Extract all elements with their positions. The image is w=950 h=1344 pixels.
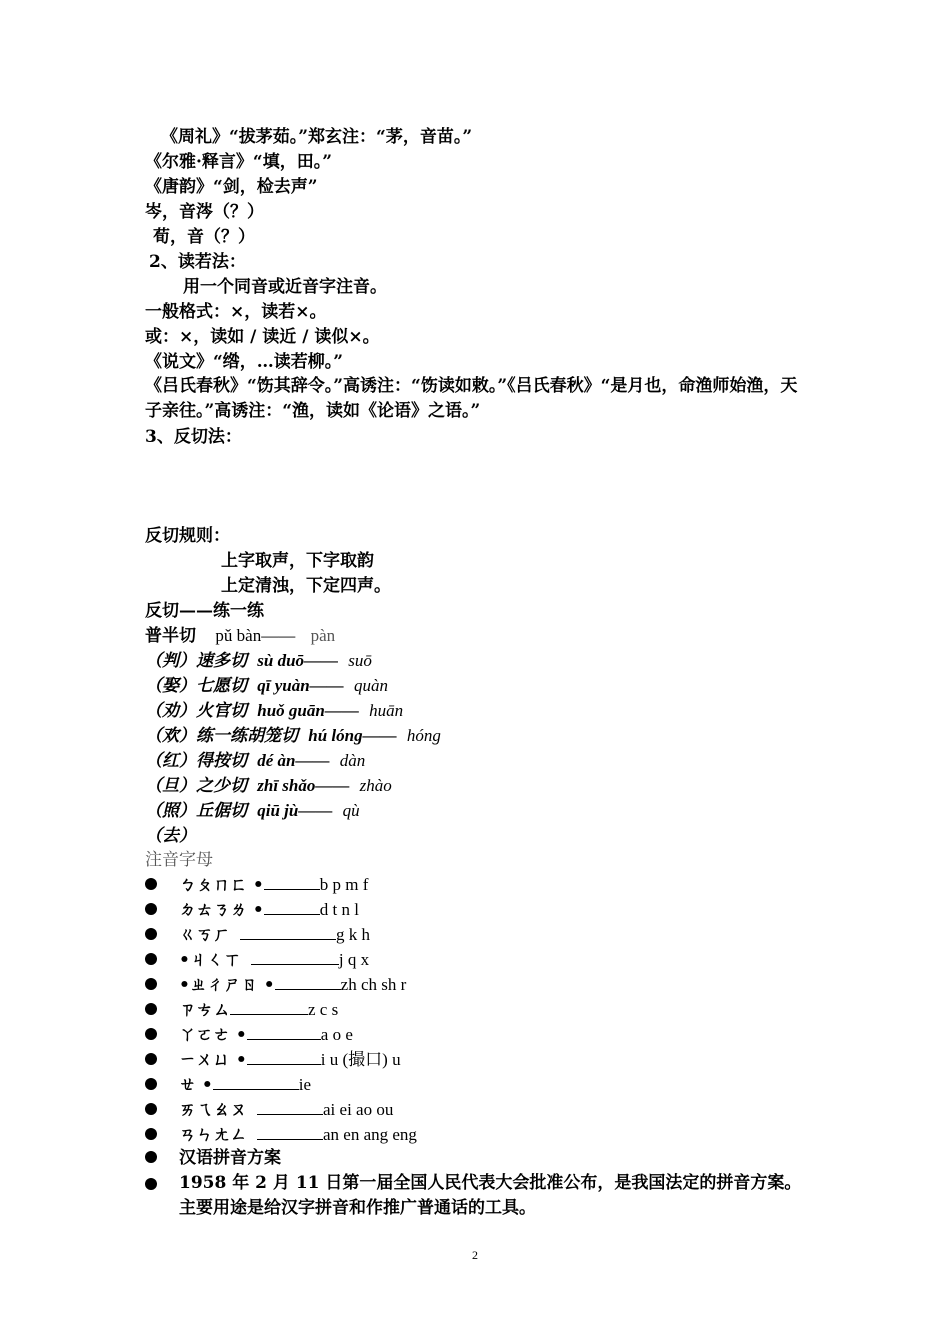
fanqie-row-answer: suō <box>348 651 372 670</box>
zhuyin-letters: ie <box>298 1075 312 1094</box>
fanqie-row-answer: qù <box>342 801 360 820</box>
fill-blank <box>247 1048 321 1065</box>
fanqie-row-answer: dàn <box>339 751 366 770</box>
zhuyin-item <box>145 972 406 997</box>
fanqie-row-answer: hóng <box>406 726 441 745</box>
fanqie-row-left: （劝）火官切 <box>145 701 247 720</box>
fanqie-example <box>145 624 335 648</box>
hanyu-desc-item <box>145 1171 810 1221</box>
fanqie-row-answer: quàn <box>353 676 388 695</box>
bullet-icon <box>145 1151 157 1163</box>
bullet-icon <box>145 903 157 915</box>
bullet-icon <box>145 978 157 990</box>
text-line: 一般格式：×，读若×。 <box>145 302 327 322</box>
text-line: 《说文》“绺，…读若柳。” <box>145 352 344 372</box>
zhuyin-letters: g k h <box>336 925 370 944</box>
text-line: 《周礼》“拔茅茹。”郑玄注：“茅，音苗。” <box>161 127 473 147</box>
fanqie-example-answer: pàn <box>310 626 336 645</box>
fanqie-row-left: （旦）之少切 <box>145 776 247 795</box>
zhuyin-letters: a o e <box>320 1025 353 1044</box>
fanqie-row-left: （红）得按切 <box>145 751 247 770</box>
bullet-icon <box>145 878 157 890</box>
zhuyin-symbols: •ㄐㄑㄒ <box>179 950 241 970</box>
text-line: 反切——练一练 <box>145 601 264 621</box>
hanyu-desc: 1958 年 2 月 11 日第一届全国人民代表大会批准公布，是我国法定的拼音方案。主要用途是给汉字拼音和作推广普通话的工具。 <box>179 1173 802 1218</box>
zhuyin-item <box>145 997 338 1022</box>
zhuyin-item <box>145 1097 393 1122</box>
text-line: 岑，音涔（？） <box>145 202 264 222</box>
fill-blank <box>257 1098 323 1115</box>
fanqie-row <box>145 674 388 698</box>
zhuyin-item <box>145 1122 417 1147</box>
text-line: 反切规则： <box>145 526 230 546</box>
zhuyin-symbols: ㄉㄊㄋㄌ • <box>179 900 264 920</box>
text-line: 荀，音（？） <box>153 227 255 247</box>
fanqie-row-pinyin: sù duō—— <box>257 651 339 670</box>
fanqie-row-left: （判）速多切 <box>145 651 247 670</box>
fill-blank <box>257 1123 323 1140</box>
zhuyin-symbols: ㄗㄘㄙ <box>179 1000 230 1020</box>
zhuyin-letters: z c s <box>308 1000 339 1019</box>
fanqie-row-left: （照）丘倨切 <box>145 801 247 820</box>
fill-blank <box>264 898 320 915</box>
zhuyin-letters: an en ang eng <box>323 1125 417 1144</box>
bullet-icon <box>145 1053 157 1065</box>
fill-blank <box>275 973 341 990</box>
text-line: 用一个同音或近音字注音。 <box>183 277 387 297</box>
bullet-icon <box>145 1003 157 1015</box>
section-heading: 2、读若法： <box>149 252 246 272</box>
zhuyin-letters: ai ei ao ou <box>323 1100 394 1119</box>
zhuyin-symbols: ㄢㄣㄤㄥ <box>179 1125 247 1145</box>
zhuyin-symbols: ㄝ • <box>179 1075 213 1095</box>
fanqie-row-pinyin: zhī shǎo—— <box>257 776 350 795</box>
fill-blank <box>240 923 336 940</box>
fanqie-row-answer: huān <box>369 701 404 720</box>
zhuyin-symbols: ㄅㄆㄇㄈ • <box>179 875 264 895</box>
zhuyin-item <box>145 1022 353 1047</box>
text-line: 或：×，读如 / 读近 / 读似×。 <box>145 327 380 347</box>
fanqie-row-left: （娶）七愿切 <box>145 676 247 695</box>
zhuyin-item <box>145 897 359 922</box>
bullet-icon <box>145 953 157 965</box>
text-line: 上字取声，下字取韵 <box>221 551 374 571</box>
fanqie-example-pinyin: pǔ bàn—— <box>215 626 296 645</box>
zhuyin-letters: b p m f <box>319 875 369 894</box>
page-number: 2 <box>472 1248 478 1262</box>
fill-blank <box>247 1023 321 1040</box>
fanqie-row-pinyin: huǒ guān—— <box>257 701 359 720</box>
bullet-icon <box>145 928 157 940</box>
zhuyin-letters: j q x <box>338 950 370 969</box>
fanqie-row-left: （欢）练一练胡笼切 <box>145 726 298 745</box>
bullet-icon <box>145 1078 157 1090</box>
section-heading: 3、反切法： <box>145 427 242 447</box>
hanyu-title-item <box>145 1146 281 1171</box>
zhuyin-symbols: ㄧㄨㄩ • <box>179 1050 247 1070</box>
fill-blank <box>251 948 339 965</box>
hanyu-title: 汉语拼音方案 <box>179 1148 281 1168</box>
zhuyin-item <box>145 872 368 897</box>
zhuyin-item <box>145 1072 311 1097</box>
bullet-icon <box>145 1028 157 1040</box>
zhuyin-item <box>145 922 370 947</box>
fanqie-row <box>145 724 441 748</box>
zhuyin-item <box>145 1047 401 1072</box>
fanqie-example-head: 普半切 <box>145 626 196 646</box>
fanqie-row-pinyin: hú lóng—— <box>308 726 397 745</box>
zhuyin-symbols: ㄚㄛㄜ • <box>179 1025 247 1045</box>
zhuyin-letters: i u (撮口) u <box>320 1050 401 1069</box>
zhuyin-letters: zh ch sh r <box>340 975 407 994</box>
fanqie-row-pinyin: qiū jù—— <box>257 801 333 820</box>
fanqie-row-answer: zhào <box>359 776 392 795</box>
fill-blank <box>264 873 320 890</box>
zhuyin-symbols: ㄍㄎㄏ <box>179 925 230 945</box>
zhuyin-symbols: •ㄓㄔㄕㄖ • <box>179 975 275 995</box>
fanqie-row <box>145 649 372 673</box>
fanqie-row <box>145 699 403 723</box>
text-line: 上定清浊，下定四声。 <box>221 576 391 596</box>
zhuyin-letters: d t n l <box>319 900 359 919</box>
zhuyin-item <box>145 947 369 972</box>
fanqie-row-left: （去） <box>145 826 196 845</box>
zhuyin-symbols: ㄞㄟㄠㄡ <box>179 1100 247 1120</box>
bullet-icon <box>145 1178 157 1190</box>
fanqie-row <box>145 774 392 798</box>
fanqie-row <box>145 749 365 773</box>
text-line: 《尔雅·释言》“填，田。” <box>145 152 332 172</box>
bullet-icon <box>145 1128 157 1140</box>
zhuyin-title: 注音字母 <box>145 850 213 870</box>
fill-blank <box>213 1073 299 1090</box>
fanqie-row <box>145 824 196 848</box>
fanqie-row <box>145 799 360 823</box>
fanqie-row-pinyin: qī yuàn—— <box>257 676 344 695</box>
bullet-icon <box>145 1103 157 1115</box>
fanqie-row-pinyin: dé àn—— <box>257 751 330 770</box>
text-paragraph: 《吕氏春秋》“饬其辞令。”高诱注：“饬读如敕。”《吕氏春秋》“是月也，命渔师始渔，天子亲往。”高诱注：“渔，读如《论语》之语。” <box>145 376 798 421</box>
text-line: 《唐韵》“剑，检去声” <box>145 177 318 197</box>
fill-blank <box>230 998 308 1015</box>
